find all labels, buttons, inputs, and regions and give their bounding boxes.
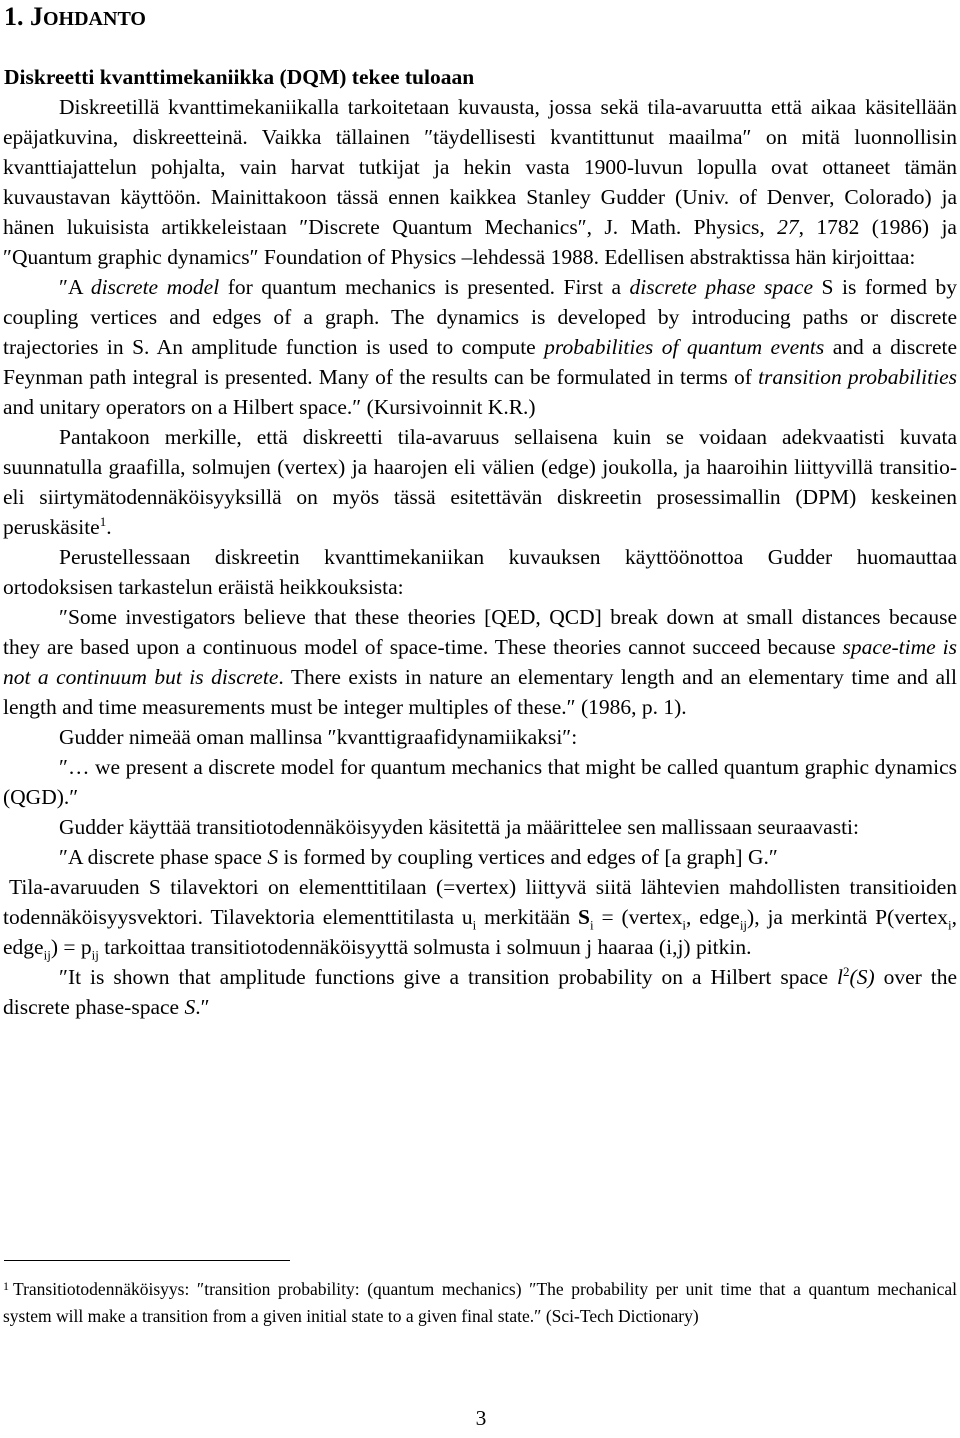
quote-qgd: ″… we present a discrete model for quantum mechanics that might be called quantum graphic dynamics (QGD).″ bbox=[3, 755, 957, 809]
section-subheading: Diskreetti kvanttimekaniikka (DQM) tekee tuloaan bbox=[4, 65, 475, 89]
footnote-mark: 1 bbox=[3, 1279, 9, 1293]
quote-phase-space: ″A discrete phase space S is formed by coupling vertices and edges of [a graph] G.″ bbox=[59, 845, 778, 869]
paragraph-gudder-remarks: Perustellessaan diskreetin kvanttimekaniikan kuvauksen käyttöönottoa Gudder huomauttaa ortodoksisen tarkastelun eräistä heikkouksista: bbox=[3, 545, 957, 599]
quote-investigators: ″Some investigators believe that these theories [QED, QCD] break down at small distances because they are based upon a continuous model of space-time. These theories cannot succeed because space-time is not a continuum but is discrete. There exists in nature an elementary length and an elementary time and all length and time measurements must be integer multiples of these.″ (1986, p. 1). bbox=[3, 605, 957, 719]
paragraph-model-name: Gudder nimeää oman mallinsa ″kvanttigraafidynamiikaksi″: bbox=[59, 725, 578, 749]
paragraph-transition-concept: Gudder käyttää transitiotodennäköisyyden käsitettä ja määrittelee sen mallissaan seuraavasti: bbox=[59, 815, 860, 839]
footnote-reference: 1 bbox=[99, 513, 107, 529]
paragraph-state-space: Pantakoon merkille, että diskreetti tila-avaruus sellaisena kuin se voidaan adekvaatisti kuvata suunnatulla graafilla, solmujen (vertex) ja haarojen eli välien (edge) joukolla, ja haaroihin liittyvillä transitio- eli siirtymätodennäköisyyksillä on myös tässä esitettävän diskreetin prosessimallin (DPM) keskeinen peruskäsite$^1$. bbox=[3, 425, 957, 539]
footnote-text: Transitiotodennäköisyys: ″transition probability: (quantum mechanics) ″The probability per unit time that a quantum mechanical system will make a transition from a given initial state to a given final state.″ (Sci-Tech Dictionary) bbox=[3, 1279, 957, 1326]
heading-rest: OHDANTO bbox=[43, 8, 146, 30]
page-number: 3 bbox=[475, 1406, 487, 1430]
footnote bbox=[3, 1273, 957, 1330]
body-text bbox=[3, 92, 957, 1022]
heading-number: 1. bbox=[4, 2, 30, 31]
chapter-heading bbox=[4, 2, 146, 34]
paragraph-state-vector: Tila-avaruuden S tilavektori on elementtitilaan (=vertex) liittyvä siitä lähtevien mahdollisten transitioiden todennäköisyysvektori. Tilavektoria elementtitilasta $u_i$ merkitään $S_i$ = (vertex$_i$, edge$_{ij}$), ja merkintä P(vertex$_i$, edge$_{ij}$) = $p_{ij}$ tarkoittaa transitiotodennäköisyyttä solmusta i solmuun j haaraa (i,j) pitkin. bbox=[3, 875, 957, 963]
quote-abstract: ″A discrete model for quantum mechanics is presented. First a discrete phase space S is formed by coupling vertices and edges of a graph. The dynamics is developed by introducing paths or discrete trajectories in S. An amplitude function is used to compute probabilities of quantum events and a discrete Feynman path integral is presented. Many of the results can be formulated in terms of transition probabilities and unitary operators on a Hilbert space.″ (Kursivoinnit K.R.) bbox=[3, 275, 958, 419]
quote-hilbert-space: ″It is shown that amplitude functions give a transition probability on a Hilbert space $l^2(S)$ over the discrete phase-space S.″ bbox=[3, 963, 957, 1019]
paragraph-intro: Diskreetillä kvanttimekaniikalla tarkoitetaan kuvausta, jossa sekä tila-avaruutta että aikaa käsitellään epäjatkuvina, diskreetteinä. Vaikka tällainen ″täydellisesti kvantittunut maailma″ on mitä luonnollisin kvanttiajattelun pohjalta, vain harvat tutkijat ja hekin vasta 1900-luvun lopulla ovat ottaneet tämän kuvaustavan käyttöön. Mainittakoon tässä ennen kaikkea Stanley Gudder (Univ. of Denver, Colorado) ja hänen lukuisista artikkeleistaan ″Discrete Quantum Mechanics″, J. Math. Physics, 27, 1782 (1986) ja ″Quantum graphic dynamics″ Foundation of Physics –lehdessä 1988. Edellisen abstraktissa hän kirjoittaa: bbox=[3, 95, 957, 269]
footnote-divider bbox=[4, 1260, 290, 1261]
volume-number: 27 bbox=[777, 215, 799, 239]
heading-first-letter: J bbox=[30, 2, 43, 31]
